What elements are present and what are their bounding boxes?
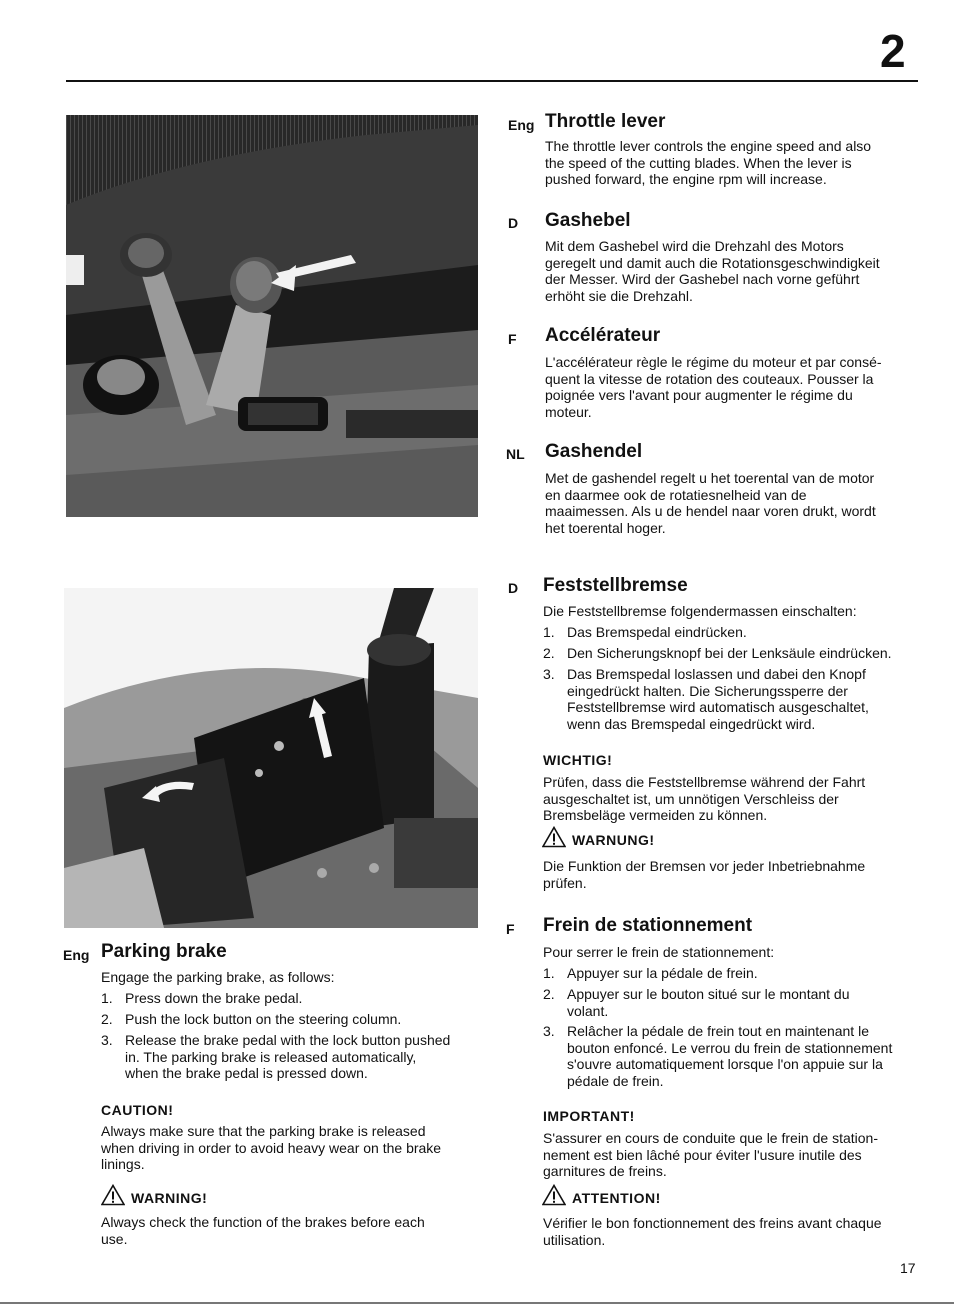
- caution-label: CAUTION!: [101, 1102, 174, 1118]
- frein-step-3: 3. Relâcher la pédale de frein tout en maintenant le bouton enfoncé. Le verrou du frein de stationnement s'ouvre automatiquement lorsque l'on appuie sur la pédale de frein.: [543, 1023, 893, 1089]
- lang-code-eng: Eng: [508, 117, 535, 133]
- warnung-label-row: [542, 826, 655, 848]
- warning-text: Always check the function of the brakes before each use.: [101, 1214, 425, 1247]
- parking-brake-intro: Engage the parking brake, as follows:: [101, 969, 335, 985]
- feststellbremse-step-1: 1. Das Bremspedal eindrücken.: [543, 624, 747, 640]
- footer-rule: [0, 1302, 954, 1304]
- frein-step-2: 2. Appuyer sur le bouton situé sur le montant du volant.: [543, 986, 850, 1019]
- warning-triangle-icon: [542, 826, 566, 848]
- warning-triangle-icon: [101, 1184, 125, 1206]
- throttle-eng-text: The throttle lever controls the engine speed and also the speed of the cutting blades. When the lever is pushed forward, the engine rpm will increase.: [545, 138, 872, 187]
- warning-label-row: [101, 1184, 207, 1206]
- heading-accelerateur: Accélérateur: [545, 325, 661, 346]
- lang-code-f-brake: F: [506, 921, 515, 937]
- parking-brake-step-1: 1. Press down the brake pedal.: [101, 990, 303, 1006]
- parking-brake-photo: [64, 588, 478, 928]
- chapter-number: 2: [880, 25, 906, 77]
- warning-label: WARNING!: [131, 1190, 208, 1206]
- warnung-label: WARNUNG!: [572, 832, 655, 848]
- throttle-nl-text: Met de gashendel regelt u het toerental van de motor en daarmee ook de rotatiesnelheid van de maaimessen. Als u de hendel naar voren drukt, wordt het toerental hoger.: [545, 470, 876, 536]
- important-label: IMPORTANT!: [543, 1108, 635, 1124]
- heading-feststellbremse: Feststellbremse: [543, 575, 688, 596]
- feststellbremse-step-2: 2. Den Sicherungsknopf bei der Lenksäule eindrücken.: [543, 645, 892, 661]
- parking-brake-step-3: 3. Release the brake pedal with the lock button pushed in. The parking brake is released automatically, when the brake pedal is pressed down.: [101, 1032, 451, 1081]
- heading-gashendel: Gashendel: [545, 441, 643, 462]
- frein-step-1: 1. Appuyer sur la pédale de frein.: [543, 965, 758, 981]
- warning-triangle-icon: [542, 1184, 566, 1206]
- important-text: S'assurer en cours de conduite que le frein de station- nement est bien lâché pour éviter l'usure inutile des garnitures de freins.: [543, 1130, 878, 1179]
- header-rule: [66, 80, 918, 82]
- throttle-f-text: L'accélérateur règle le régime du moteur et par consé- quent la vitesse de rotation des couteaux. Pousser la poignée vers l'avant pour augmenter le régime du moteur.: [545, 354, 882, 420]
- throttle-d-text: Mit dem Gashebel wird die Drehzahl des Motors geregelt und damit auch die Rotationsgeschwindigkeit der Messer. Wird der Gashebel nach vorne geführt erhöht sie die Drehzahl.: [545, 238, 880, 304]
- heading-frein-de-stationnement: Frein de stationnement: [543, 915, 753, 936]
- feststellbremse-intro: Die Feststellbremse folgendermassen einschalten:: [543, 603, 857, 619]
- page-number: 17: [900, 1260, 916, 1276]
- feststellbremse-step-3: 3. Das Bremspedal loslassen und dabei den Knopf eingedrückt halten. Die Sicherungssperre der Feststellbremse wird automatisch ausgeschaltet, wenn das Bremspedal eingedrückt wird.: [543, 666, 869, 732]
- lang-code-nl: NL: [506, 446, 525, 462]
- frein-intro: Pour serrer le frein de stationnement:: [543, 944, 775, 960]
- caution-text: Always make sure that the parking brake is released when driving in order to avoid heavy wear on the brake linings.: [101, 1123, 442, 1172]
- lang-code-d-brake: D: [508, 580, 519, 596]
- lang-code-f: F: [508, 331, 517, 347]
- attention-text: Vérifier le bon fonctionnement des freins avant chaque utilisation.: [543, 1215, 882, 1248]
- heading-gashebel: Gashebel: [545, 210, 631, 231]
- parking-brake-step-2: 2. Push the lock button on the steering column.: [101, 1011, 402, 1027]
- attention-label-row: [542, 1184, 661, 1206]
- throttle-lever-photo: [66, 115, 478, 517]
- lang-code-d: D: [508, 215, 519, 231]
- wichtig-text: Prüfen, dass die Feststellbremse während der Fahrt ausgeschaltet ist, um unnötigen Verschleiss der Bremsbeläge vermeiden zu können.: [543, 774, 866, 823]
- warnung-text: Die Funktion der Bremsen vor jeder Inbetriebnahme prüfen.: [543, 858, 866, 891]
- attention-label: ATTENTION!: [572, 1190, 661, 1206]
- lang-code-eng-brake: Eng: [63, 947, 90, 963]
- wichtig-label: WICHTIG!: [543, 752, 613, 768]
- heading-parking-brake: Parking brake: [101, 941, 227, 962]
- heading-throttle-lever: Throttle lever: [545, 111, 666, 132]
